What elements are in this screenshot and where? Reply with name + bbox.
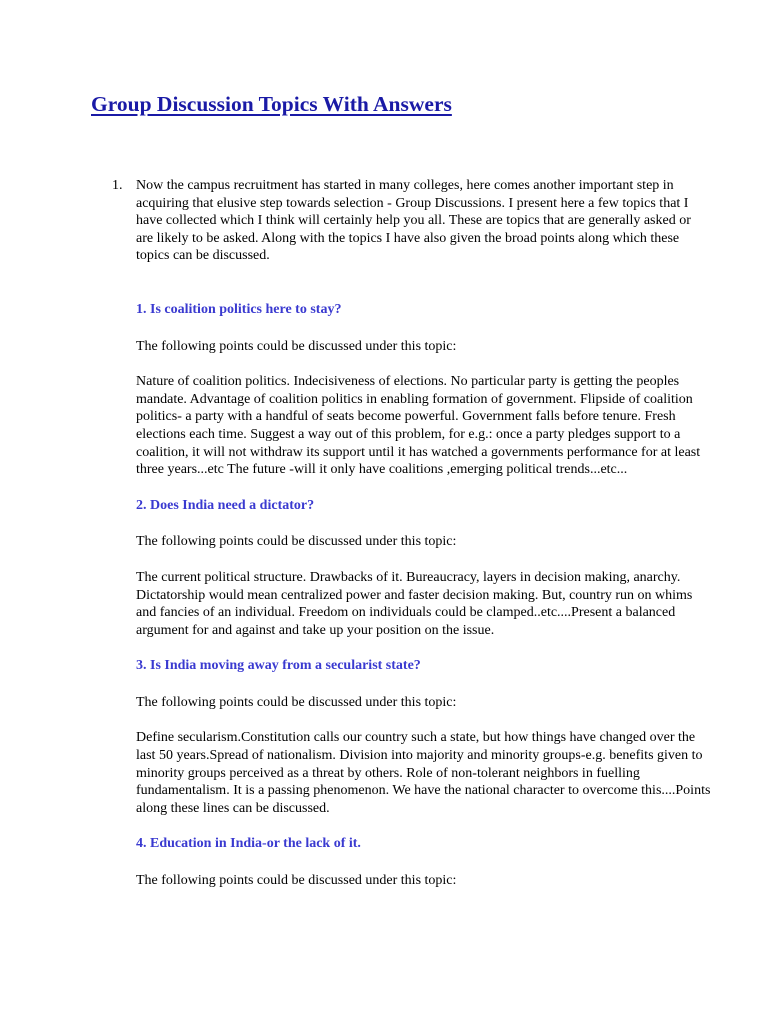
topic-points-body: The current political structure. Drawbacks of it. Bureaucracy, layers in decision making, anarchy. Dictatorship would mean centralized power and faster decision making. But, country run on whims and fancies of an individual. Freedom on individuals could be clamped..etc....Present a balanced argument for and against and take up your position on the issue.: [136, 569, 693, 638]
topic-points-body: Nature of coalition politics. Indecisiveness of elections. No particular party is getting the peoples mandate. Advantage of coalition politics in enabling formation of government. Flipside of coalition politics- a party with a handful of seats become powerful. Government falls before tenure. Fresh elections each time. Suggest a way out of this problem, for e.g.: once a party pledges support to a coalition, it will not withdraw its support until it has watched a governments performance for at least three years...etc The future -will it only have coalitions ,emerging political trends...etc...: [136, 374, 701, 478]
topic-points-intro: The following points could be discussed under this topic:: [136, 694, 457, 710]
topic-points-body: Define secularism.Constitution calls our country such a state, but how things have changed over the last 50 years.Spread of nationalism. Division into majority and minority groups-e.g. benefits given to minority groups perceived as a threat by others. Role of non-tolerant neighbors in fuelling fundamentalism. It is a passing phenomenon. We have the national character to overcome this....Points along these lines can be discussed.: [136, 730, 711, 816]
page-title[interactable]: Group Discussion Topics With Answers: [91, 92, 452, 116]
topic-heading: 1. Is coalition politics here to stay?: [136, 301, 342, 317]
topic-heading: 3. Is India moving away from a secularist state?: [136, 658, 421, 674]
topic-heading: 2. Does India need a dictator?: [136, 497, 315, 513]
list-item-number: 1.: [112, 178, 123, 193]
topic-section-1: [136, 301, 711, 479]
topic-heading: 4. Education in India-or the lack of it.: [136, 836, 361, 852]
list-item-content: [136, 177, 711, 908]
topic-points-intro: The following points could be discussed under this topic:: [136, 534, 457, 550]
topic-section-2: [136, 497, 711, 640]
intro-paragraph: Now the campus recruitment has started in many colleges, here comes another important step in acquiring that elusive step towards selection - Group Discussions. I present here a few topics that I have collected which I think will certainly help you all. These are topics that are generally asked or are likely to be asked. Along with the topics I have also given the broad points along which these topics can be discussed.: [136, 178, 691, 264]
topic-section-3: [136, 657, 711, 817]
topic-points-intro: The following points could be discussed under this topic:: [136, 873, 457, 889]
topic-section-4: [136, 835, 711, 889]
topic-points-intro: The following points could be discussed under this topic:: [136, 338, 457, 354]
